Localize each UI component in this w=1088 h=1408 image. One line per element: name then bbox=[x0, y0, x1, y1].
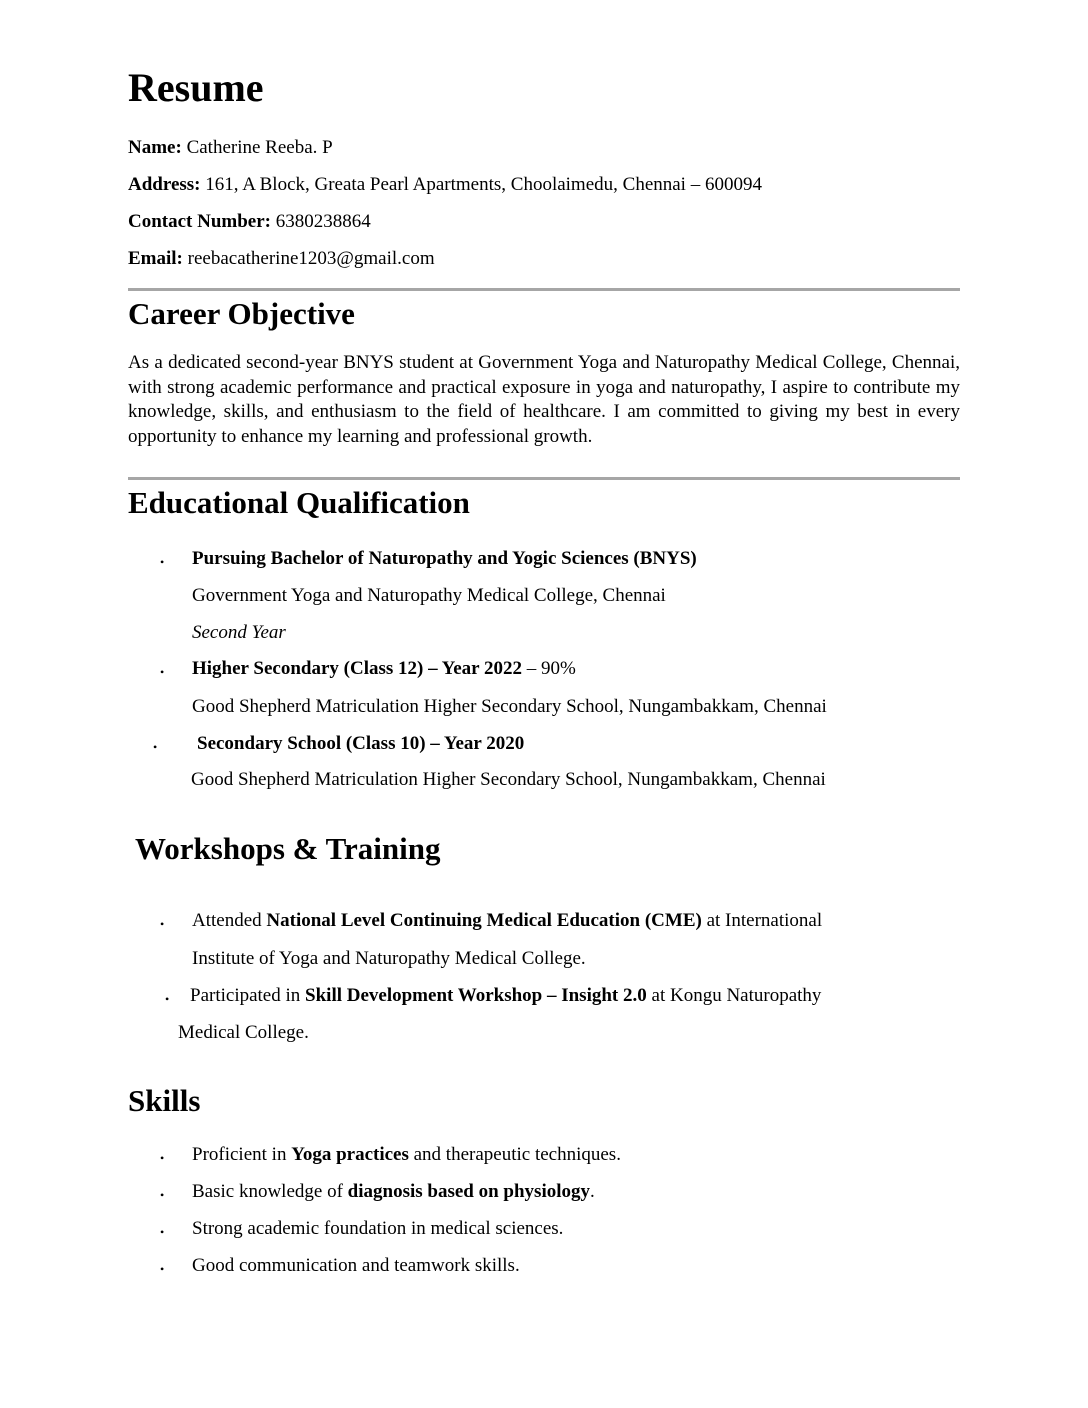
education-item-institution: Good Shepherd Matriculation Higher Secondary School, Nungambakkam, Chennai bbox=[191, 769, 826, 790]
skill-item-prefix: Strong academic foundation in medical sciences. bbox=[192, 1218, 564, 1239]
workshop-item-continuation: Institute of Yoga and Naturopathy Medical College. bbox=[192, 948, 586, 969]
education-item-note: Second Year bbox=[192, 622, 286, 643]
workshop-item-suffix: at Kongu Naturopathy bbox=[646, 985, 822, 1006]
bullet-icon: • bbox=[165, 992, 170, 1006]
bullet-icon: • bbox=[160, 665, 165, 679]
skill-item-prefix: Basic knowledge of bbox=[192, 1181, 348, 1202]
workshop-item bbox=[190, 985, 821, 1007]
education-heading: Educational Qualification bbox=[128, 485, 470, 520]
section-divider bbox=[128, 477, 960, 480]
bullet-icon: • bbox=[160, 1262, 165, 1276]
phone-value: 6380238864 bbox=[275, 211, 371, 232]
workshop-item-continuation: Medical College. bbox=[178, 1022, 309, 1043]
bullet-icon: • bbox=[160, 1225, 165, 1239]
skill-item-suffix: . bbox=[590, 1181, 595, 1202]
email-line bbox=[128, 248, 435, 270]
workshop-item-prefix: Participated in bbox=[190, 985, 306, 1006]
career-objective-heading: Career Objective bbox=[128, 296, 355, 331]
education-item-score: – 90% bbox=[522, 658, 576, 679]
skill-item-prefix: Proficient in bbox=[192, 1144, 292, 1165]
bullet-icon: • bbox=[153, 740, 158, 754]
address-value: 161, A Block, Greata Pearl Apartments, Choolaimedu, Chennai – 600094 bbox=[205, 174, 762, 195]
bullet-icon: • bbox=[160, 555, 165, 569]
education-item-institution: Government Yoga and Naturopathy Medical College, Chennai bbox=[192, 585, 666, 606]
phone-line bbox=[128, 211, 371, 233]
email-value: reebacatherine1203@gmail.com bbox=[187, 248, 435, 269]
workshop-item-bold: National Level Continuing Medical Education (CME) bbox=[266, 910, 702, 931]
skill-item-bold: Yoga practices bbox=[291, 1144, 409, 1165]
workshop-item-bold: Skill Development Workshop – Insight 2.0 bbox=[305, 985, 647, 1006]
skills-heading: Skills bbox=[128, 1083, 201, 1118]
education-item-institution: Good Shepherd Matriculation Higher Secondary School, Nungambakkam, Chennai bbox=[192, 696, 827, 717]
skill-item-prefix: Good communication and teamwork skills. bbox=[192, 1255, 520, 1276]
address-label: Address: bbox=[128, 174, 201, 195]
skill-item bbox=[192, 1218, 563, 1240]
bullet-icon: • bbox=[160, 1188, 165, 1202]
name-line bbox=[128, 137, 333, 159]
skill-item bbox=[192, 1181, 595, 1203]
address-line bbox=[128, 174, 762, 196]
skill-item-suffix: and therapeutic techniques. bbox=[408, 1144, 621, 1165]
name-value: Catherine Reeba. P bbox=[186, 137, 333, 158]
bullet-icon: • bbox=[160, 1151, 165, 1165]
education-item-title: Pursuing Bachelor of Naturopathy and Yogic Sciences (BNYS) bbox=[192, 548, 697, 569]
skill-item bbox=[192, 1255, 520, 1277]
career-objective-text: As a dedicated second-year BNYS student at Government Yoga and Naturopathy Medical College, Chennai, with strong academic performance and practical exposure in yoga and naturopathy, I aspire to contribute my knowledge, skills, and enthusiasm to the field of healthcare. I am committed to giving my best in every opportunity to enhance my learning and professional growth. bbox=[128, 352, 960, 447]
bullet-icon: • bbox=[160, 917, 165, 931]
workshops-heading: Workshops & Training bbox=[135, 831, 441, 866]
workshop-item-suffix: at International bbox=[701, 910, 823, 931]
section-divider bbox=[128, 288, 960, 291]
page-title: Resume bbox=[128, 65, 264, 110]
education-item-title-line bbox=[192, 658, 576, 680]
skill-item bbox=[192, 1144, 621, 1166]
workshop-item-prefix: Attended bbox=[192, 910, 267, 931]
phone-label: Contact Number: bbox=[128, 211, 272, 232]
name-label: Name: bbox=[128, 137, 182, 158]
education-item-title: Secondary School (Class 10) – Year 2020 bbox=[197, 733, 525, 754]
workshop-item bbox=[192, 910, 822, 932]
education-item-title: Higher Secondary (Class 12) – Year 2022 bbox=[192, 658, 523, 679]
skill-item-bold: diagnosis based on physiology bbox=[347, 1181, 590, 1202]
email-label: Email: bbox=[128, 248, 183, 269]
